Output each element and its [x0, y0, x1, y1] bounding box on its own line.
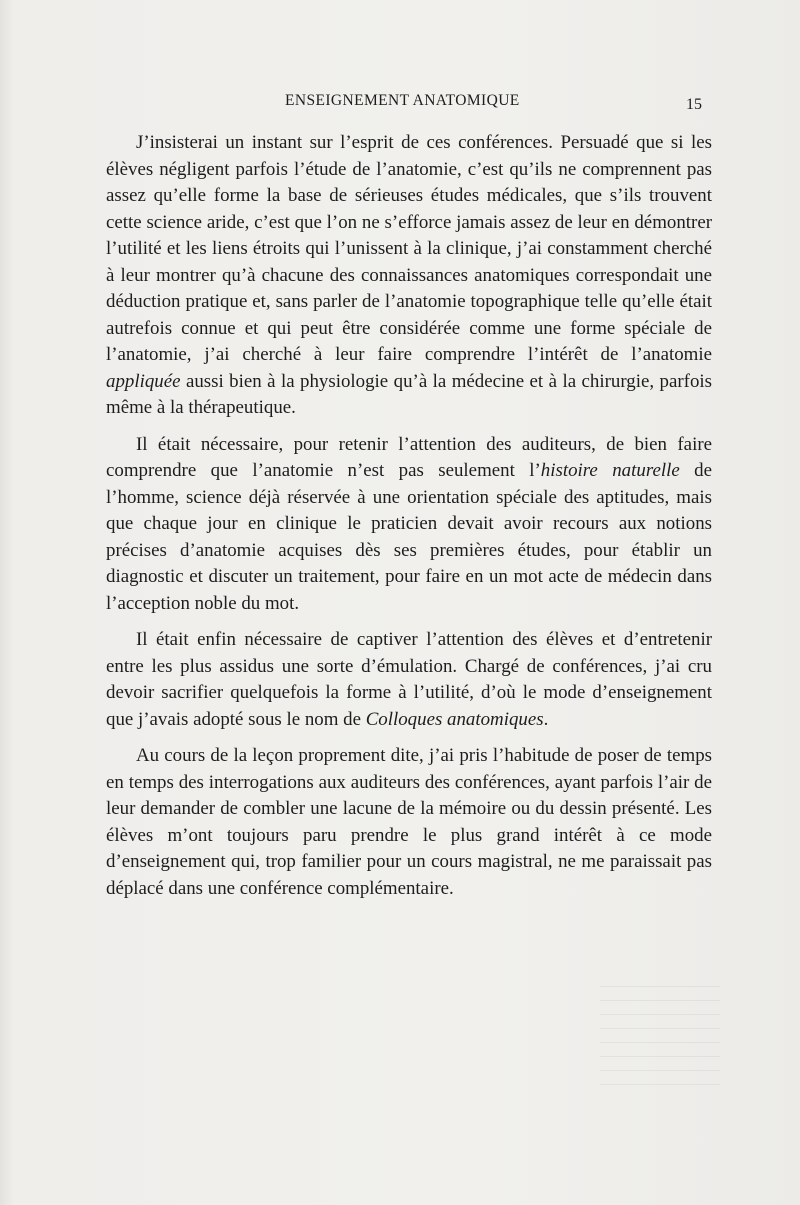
paragraph-2-text-a: Il était nécessaire, pour retenir l’attention des auditeurs, de bien faire comprendre que l’anatomie n’est pas seulement l’: [106, 433, 712, 481]
paragraph-1-text-b: aussi bien à la physiologie qu’à la médecine et à la chirurgie, parfois même à la thérapeutique.: [106, 370, 712, 418]
paragraph-3-text-b: .: [543, 708, 549, 730]
paragraph-1-emphasis: appliquée: [106, 370, 181, 392]
running-title: ENSEIGNEMENT ANATOMIQUE: [285, 92, 520, 109]
body-text: [106, 130, 712, 912]
paragraph-2: [106, 432, 712, 618]
paragraph-2-emphasis: histoire naturelle: [540, 460, 680, 481]
paragraph-4: [106, 743, 712, 902]
paragraph-2-text-b: de l’homme, science déjà réservée à une orientation spéciale des aptitudes, mais que chaque jour en clinique le praticien devait avoir recours aux notions précises d’anatomie acquises dès ses premières études, pour établir un diagnostic et discuter un traitement, pour faire en un mot acte de médecin dans l’acception noble du mot.: [106, 460, 712, 614]
page-header: [0, 92, 800, 118]
paragraph-1: [106, 130, 712, 422]
page-number: 15: [686, 96, 702, 113]
paragraph-3-emphasis: Colloques anatomiques: [365, 708, 544, 730]
paragraph-3: [106, 627, 712, 733]
show-through-texture: [600, 985, 720, 1085]
paragraph-4-text-a: Au cours de la leçon proprement dite, j’ai pris l’habitude de poser de temps en temps des interrogations aux auditeurs des conférences, ayant parfois l’air de leur demander de combler une lacune de la mémoire ou du dessin présenté. Les élèves m’ont toujours paru prendre le plus grand intérêt à ce mode d’enseignement qui, trop familier pour un cours magistral, ne me paraissait pas déplacé dans une conférence complémentaire.: [106, 745, 712, 899]
paragraph-3-text-a: Il était enfin nécessaire de captiver l’attention des élèves et d’entretenir entre les plus assidus une sorte d’émulation. Chargé de conférences, j’ai cru devoir sacrifier quelquefois la forme à l’utilité, d’où le mode d’enseignement que j’avais adopté sous le nom de: [106, 629, 712, 730]
paragraph-1-text-a: J’insisterai un instant sur l’esprit de ces conférences. Persuadé que si les élèves négligent parfois l’étude de l’anatomie, c’est qu’ils ne comprennent pas assez qu’elle forme la base de sérieuses études médicales, que s’ils trouvent cette science aride, c’est que l’on ne s’efforce jamais assez de leur en démontrer l’utilité et les liens étroits qui l’unissent à la clinique, j’ai constamment cherché à leur montrer qu’à chacune des connaissances anatomiques correspondait une déduction pratique et, sans parler de l’anatomie topographique telle qu’elle était autrefois connue et qui peut être considérée comme une forme spéciale de l’anatomie, j’ai cherché à leur faire comprendre l’intérêt de l’anatomie: [106, 132, 712, 365]
